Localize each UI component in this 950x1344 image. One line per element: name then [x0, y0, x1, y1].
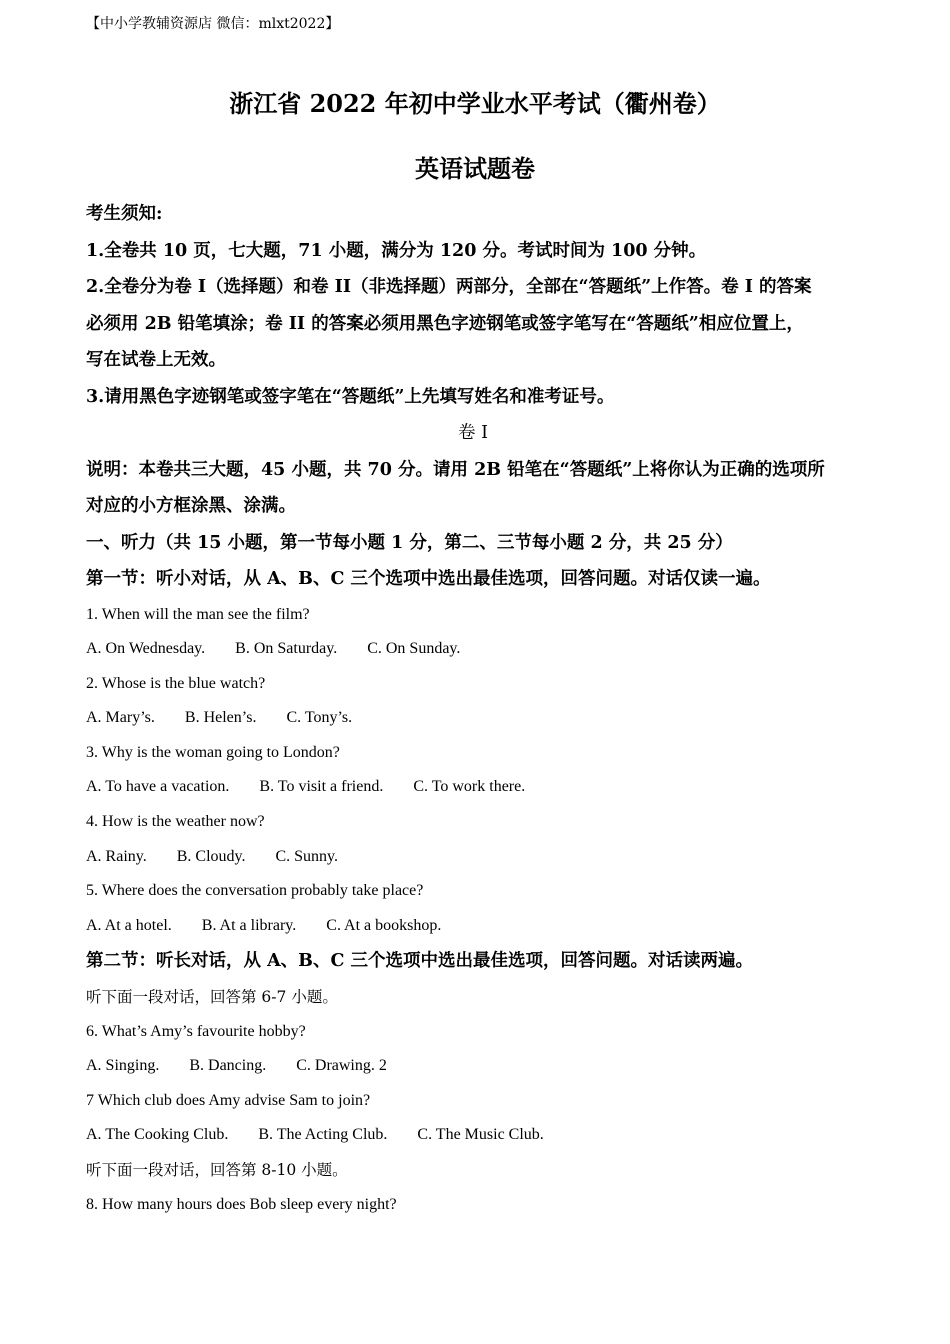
notice-item-2-line-1: 2.全卷分为卷 I（选择题）和卷 II（非选择题）两部分，全部在“答题纸”上作答。卷 I 的答案: [86, 277, 812, 297]
subsection-2: 第二节：听长对话，从 A、B、C 三个选项中选出最佳选项，回答问题。对话读两遍。: [86, 951, 753, 972]
option: C. Tony’s.: [286, 709, 353, 727]
question-4: 4. How is the weather now?: [86, 813, 265, 831]
notice-item-2-line-2: 必须用 2B 铅笔填涂；卷 II 的答案必须用黑色字迹钢笔或签字笔写在“答题纸”相应位置上，: [86, 313, 804, 334]
question-7-options: [86, 1118, 860, 1153]
option: A. The Cooking Club.: [86, 1126, 229, 1144]
option: B. Cloudy.: [176, 847, 246, 865]
option: C. Drawing. 2: [296, 1057, 387, 1075]
exam-title: 浙江省 2022 年初中学业水平考试（衢州卷）: [229, 89, 721, 118]
option: B. The Acting Club.: [258, 1126, 388, 1144]
option: A. Rainy.: [86, 847, 147, 865]
notice-item-1: 1.全卷共 10 页，七大题，71 小题，满分为 120 分。考试时间为 100 分钟。: [86, 240, 707, 261]
option: C. On Sunday.: [367, 640, 461, 658]
option: A. Singing.: [86, 1057, 160, 1075]
option: A. On Wednesday.: [86, 640, 206, 658]
option: C. Sunny.: [275, 847, 339, 865]
exam-subtitle: 英语试题卷: [415, 154, 535, 183]
question-1-options: [86, 632, 860, 667]
section-listening: 一、听力（共 15 小题，第一节每小题 1 分，第二、三节每小题 2 分，共 25 分）: [86, 532, 733, 553]
notice-item-2-line-3: 写在试卷上无效。: [86, 350, 226, 370]
question-2-options: [86, 701, 860, 736]
option: B. Dancing.: [189, 1057, 267, 1075]
header-note: 【中小学教辅资源店 微信：mlxt2022】: [86, 16, 340, 32]
option: A. At a hotel.: [86, 916, 172, 934]
option: C. To work there.: [413, 778, 526, 796]
explanation-line-1: 说明：本卷共三大题，45 小题，共 70 分。请用 2B 铅笔在“答题纸”上将你认为正确的选项所: [86, 459, 825, 480]
notice-item-3: 3.请用黑色字迹钢笔或签字笔在“答题纸”上先填写姓名和准考证号。: [86, 386, 615, 407]
option: B. At a library.: [201, 916, 297, 934]
notice-heading: 考生须知:: [86, 204, 163, 224]
question-3: 3. Why is the woman going to London?: [86, 743, 340, 761]
option: C. The Music Club.: [417, 1126, 544, 1144]
question-3-options: [86, 770, 860, 805]
option: B. To visit a friend.: [259, 778, 384, 796]
option: A. To have a vacation.: [86, 778, 230, 796]
question-5-options: [86, 909, 860, 944]
listening-note-8-10: 听下面一段对话，回答第 8-10 小题。: [86, 1160, 348, 1179]
question-7: 7 Which club does Amy advise Sam to join?: [86, 1091, 371, 1109]
listening-note-6-7: 听下面一段对话，回答第 6-7 小题。: [86, 987, 338, 1006]
subsection-1: 第一节：听小对话，从 A、B、C 三个选项中选出最佳选项，回答问题。对话仅读一遍。: [86, 569, 771, 589]
option: B. Helen’s.: [184, 709, 257, 727]
question-6: 6. What’s Amy’s favourite hobby?: [86, 1022, 306, 1040]
option: B. On Saturday.: [235, 640, 338, 658]
part-label: 卷 Ⅰ: [458, 423, 488, 443]
question-6-options: [86, 1049, 860, 1084]
exam-content: [86, 196, 860, 1222]
question-5: 5. Where does the conversation probably take place?: [86, 882, 424, 900]
question-4-options: [86, 840, 860, 875]
option: C. At a bookshop.: [326, 916, 442, 934]
question-1: 1. When will the man see the film?: [86, 605, 310, 623]
question-2: 2. Whose is the blue watch?: [86, 674, 266, 692]
explanation-line-2: 对应的小方框涂黑、涂满。: [86, 496, 296, 516]
question-8: 8. How many hours does Bob sleep every night?: [86, 1195, 397, 1213]
option: A. Mary’s.: [86, 709, 155, 727]
